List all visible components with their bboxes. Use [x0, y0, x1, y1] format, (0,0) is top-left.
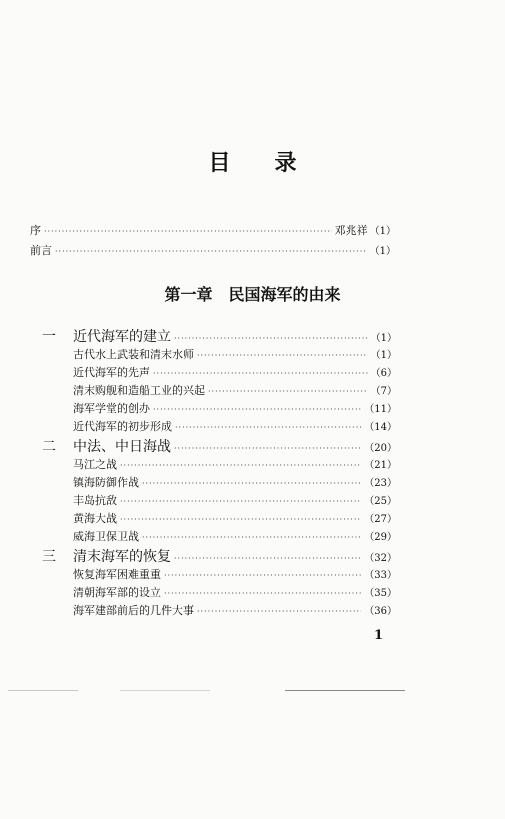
- section-title: 中法、中日海战: [73, 439, 171, 455]
- leader-dots: [44, 227, 332, 236]
- subsection-page: （35）: [364, 588, 397, 599]
- toc-subsection: [73, 492, 397, 508]
- subsection-title: 清朝海军部的设立: [73, 586, 161, 599]
- toc-subsection: [73, 382, 397, 398]
- toc-section: [73, 546, 397, 566]
- toc-subsection: [73, 566, 397, 582]
- subsection-page: （21）: [364, 460, 397, 471]
- leader-dots: [120, 515, 361, 524]
- leader-dots: [164, 589, 361, 598]
- page-number: 1: [374, 628, 384, 643]
- toc-entry-page: （1）: [369, 246, 396, 257]
- scan-line: [120, 690, 210, 691]
- leader-dots: [174, 554, 361, 563]
- subsection-title: 海军建部前后的几件大事: [73, 604, 194, 617]
- toc-subsection: [73, 602, 397, 618]
- leader-dots: [174, 334, 368, 343]
- section-title: 近代海军的建立: [73, 329, 171, 345]
- toc-subsection: [73, 418, 397, 434]
- section-page: （32）: [364, 553, 397, 564]
- scan-line: [8, 690, 78, 691]
- leader-dots: [153, 369, 368, 378]
- toc-subsection: [73, 474, 397, 490]
- subsection-page: （1）: [370, 350, 397, 361]
- toc-subsection: [73, 584, 397, 600]
- section-page: （1）: [370, 333, 397, 344]
- toc-entry-author: 邓兆祥: [334, 224, 368, 237]
- toc-subsection: [73, 400, 397, 416]
- leader-dots: [197, 607, 361, 616]
- subsection-title: 近代海军的先声: [73, 366, 150, 379]
- subsection-title: 清末购舰和造船工业的兴起: [73, 384, 205, 397]
- subsection-page: （6）: [370, 368, 397, 379]
- leader-dots: [175, 423, 361, 432]
- subsection-page: （23）: [364, 478, 397, 489]
- subsection-title: 镇海防御作战: [73, 476, 139, 489]
- leader-dots: [55, 247, 367, 256]
- toc-section: [73, 436, 397, 456]
- subsection-title: 威海卫保卫战: [73, 530, 139, 543]
- toc-entry-foreword: [30, 242, 396, 258]
- toc-subsection: [73, 346, 397, 362]
- section-number: 三: [42, 549, 56, 565]
- leader-dots: [164, 571, 361, 580]
- subsection-title: 丰岛抗敌: [73, 494, 117, 507]
- scan-line: [285, 690, 405, 691]
- toc-subsection: [73, 510, 397, 526]
- toc-entry-preface: [30, 222, 396, 238]
- toc-entry-label: 前言: [30, 244, 52, 257]
- leader-dots: [120, 497, 361, 506]
- subsection-page: （36）: [364, 606, 397, 617]
- subsection-title: 马江之战: [73, 458, 117, 471]
- section-title: 清末海军的恢复: [73, 549, 171, 565]
- subsection-title: 黄海大战: [73, 512, 117, 525]
- subsection-title: 海军学堂的创办: [73, 402, 150, 415]
- section-number: 二: [42, 439, 56, 455]
- leader-dots: [174, 444, 361, 453]
- section-number: 一: [42, 329, 56, 345]
- subsection-page: （14）: [364, 422, 397, 433]
- toc-title: 目录: [208, 151, 341, 176]
- toc-subsection: [73, 528, 397, 544]
- chapter-title: 第一章 民国海军的由来: [164, 285, 341, 304]
- leader-dots: [120, 461, 361, 470]
- toc-entry-label: 序: [30, 224, 41, 237]
- subsection-page: （25）: [364, 496, 397, 507]
- leader-dots: [197, 351, 368, 360]
- toc-section: [73, 326, 397, 346]
- subsection-page: （11）: [364, 404, 397, 415]
- subsection-title: 古代水上武装和清末水师: [73, 348, 194, 361]
- section-page: （20）: [364, 443, 397, 454]
- subsection-page: （7）: [370, 386, 397, 397]
- leader-dots: [142, 533, 361, 542]
- subsection-page: （27）: [364, 514, 397, 525]
- subsection-title: 近代海军的初步形成: [73, 420, 172, 433]
- leader-dots: [208, 387, 368, 396]
- toc-subsection: [73, 456, 397, 472]
- leader-dots: [153, 405, 361, 414]
- subsection-page: （29）: [364, 532, 397, 543]
- toc-subsection: [73, 364, 397, 380]
- subsection-page: （33）: [364, 570, 397, 581]
- subsection-title: 恢复海军困难重重: [73, 568, 161, 581]
- toc-entry-page: （1）: [369, 226, 396, 237]
- leader-dots: [142, 479, 361, 488]
